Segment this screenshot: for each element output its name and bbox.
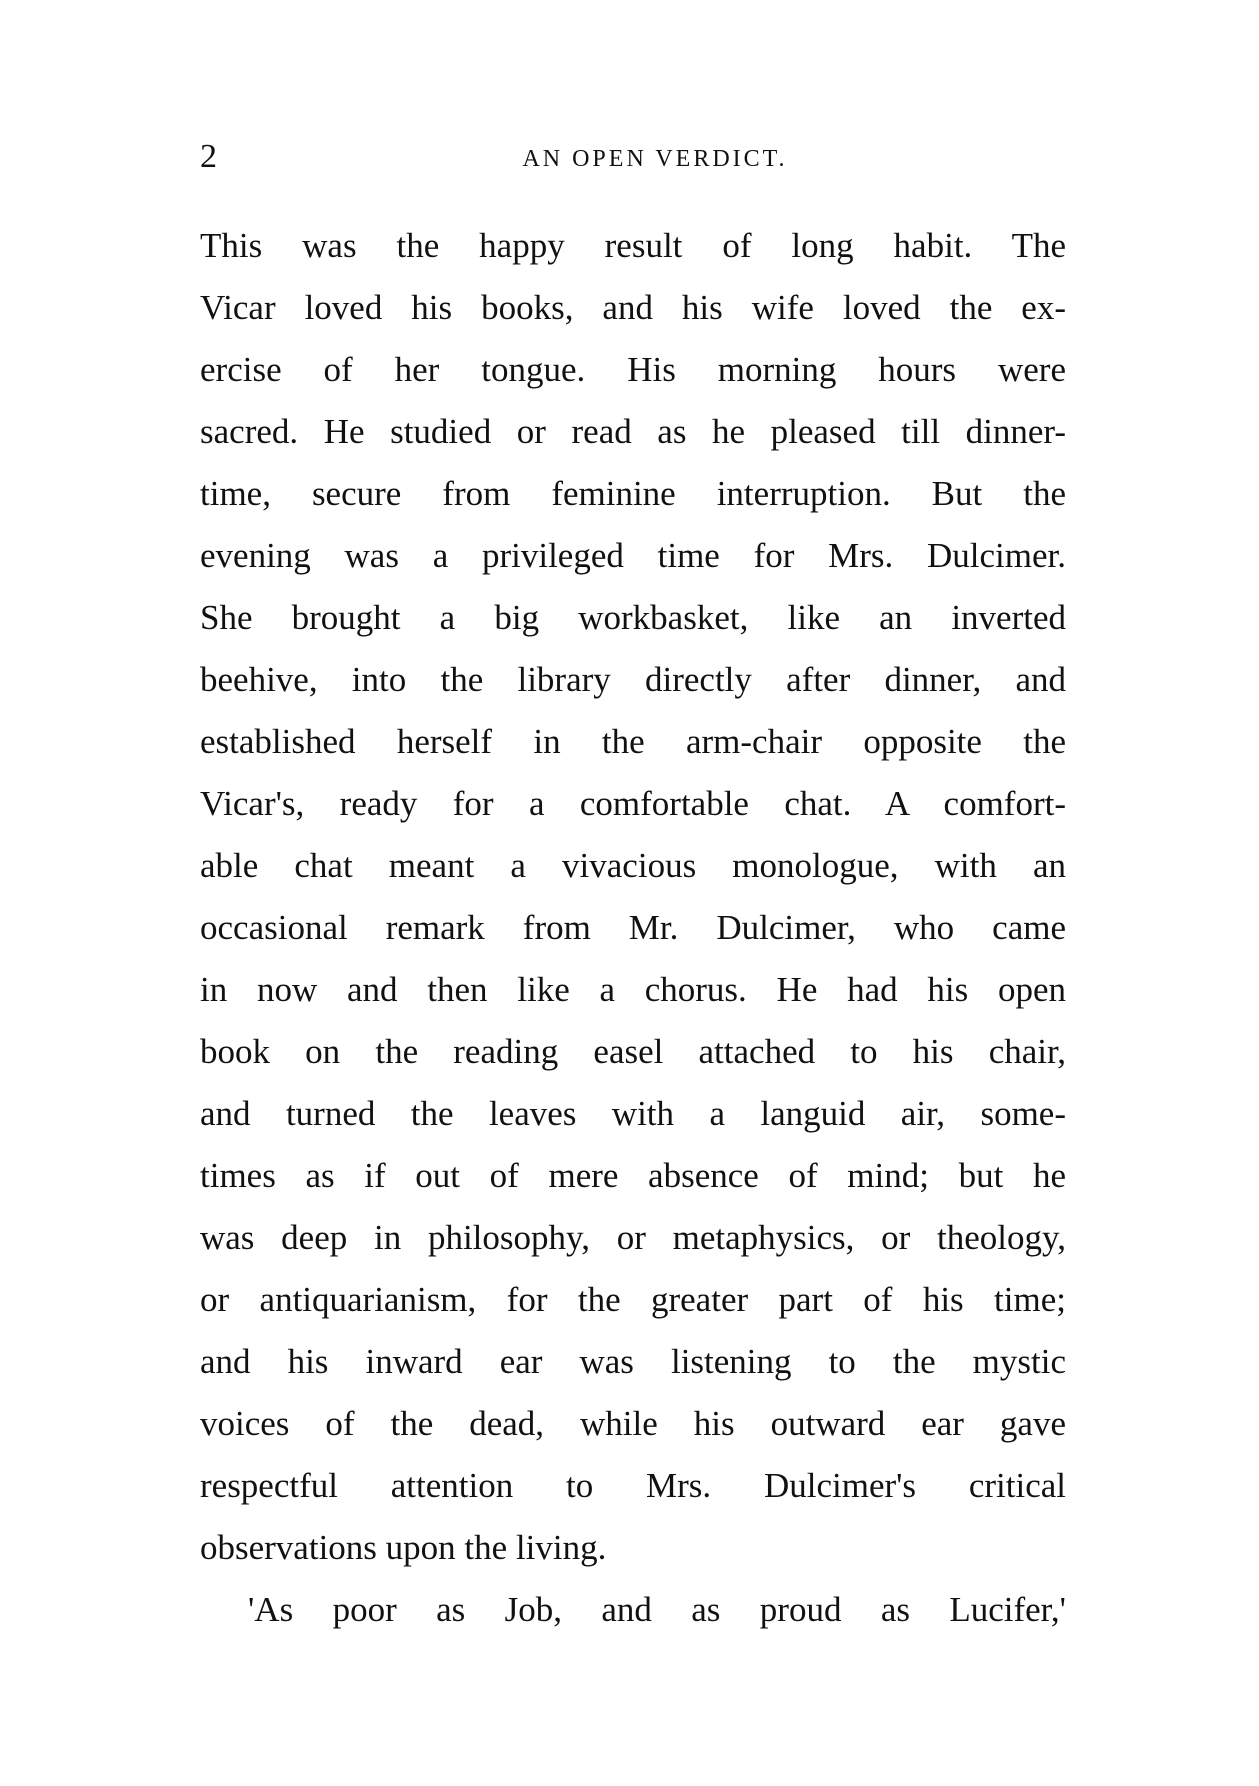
text-line: respectful attention to Mrs. Dulcimer's critical (200, 1466, 1066, 1505)
text-line: times as if out of mere absence of mind; but he (200, 1156, 1066, 1195)
text-line: This was the happy result of long habit. The (200, 226, 1066, 265)
text-line: evening was a privileged time for Mrs. Dulcimer. (200, 536, 1066, 575)
text-line: established herself in the arm-chair opposite the (200, 722, 1066, 761)
text-line: and turned the leaves with a languid air, some- (200, 1094, 1066, 1133)
text-line: or antiquarianism, for the greater part of his time; (200, 1280, 1066, 1319)
running-title: AN OPEN VERDICT. (522, 146, 788, 172)
text-line: ercise of her tongue. His morning hours were (200, 350, 1066, 389)
text-line: and his inward ear was listening to the mystic (200, 1342, 1066, 1381)
text-line: time, secure from feminine interruption. But the (200, 474, 1066, 513)
text-line: She brought a big workbasket, like an inverted (200, 598, 1066, 637)
paragraph-last-line: observations upon the living. (200, 1528, 607, 1567)
text-line: sacred. He studied or read as he pleased till dinner- (200, 412, 1066, 451)
text-line: occasional remark from Mr. Dulcimer, who came (200, 908, 1066, 947)
text-line: 'As poor as Job, and as proud as Lucifer,' (248, 1590, 1066, 1629)
body-text (200, 215, 1066, 1641)
text-line: voices of the dead, while his outward ear gave (200, 1404, 1066, 1443)
page-number: 2 (200, 138, 217, 175)
text-line: book on the reading easel attached to his chair, (200, 1032, 1066, 1071)
page-header (200, 132, 1070, 182)
text-line: Vicar loved his books, and his wife loved the ex- (200, 288, 1066, 327)
text-line: beehive, into the library directly after dinner, and (200, 660, 1066, 699)
text-line: Vicar's, ready for a comfortable chat. A comfort- (200, 784, 1066, 823)
text-line: able chat meant a vivacious monologue, with an (200, 846, 1066, 885)
text-line: in now and then like a chorus. He had his open (200, 970, 1066, 1009)
text-line: was deep in philosophy, or metaphysics, or theology, (200, 1218, 1066, 1257)
